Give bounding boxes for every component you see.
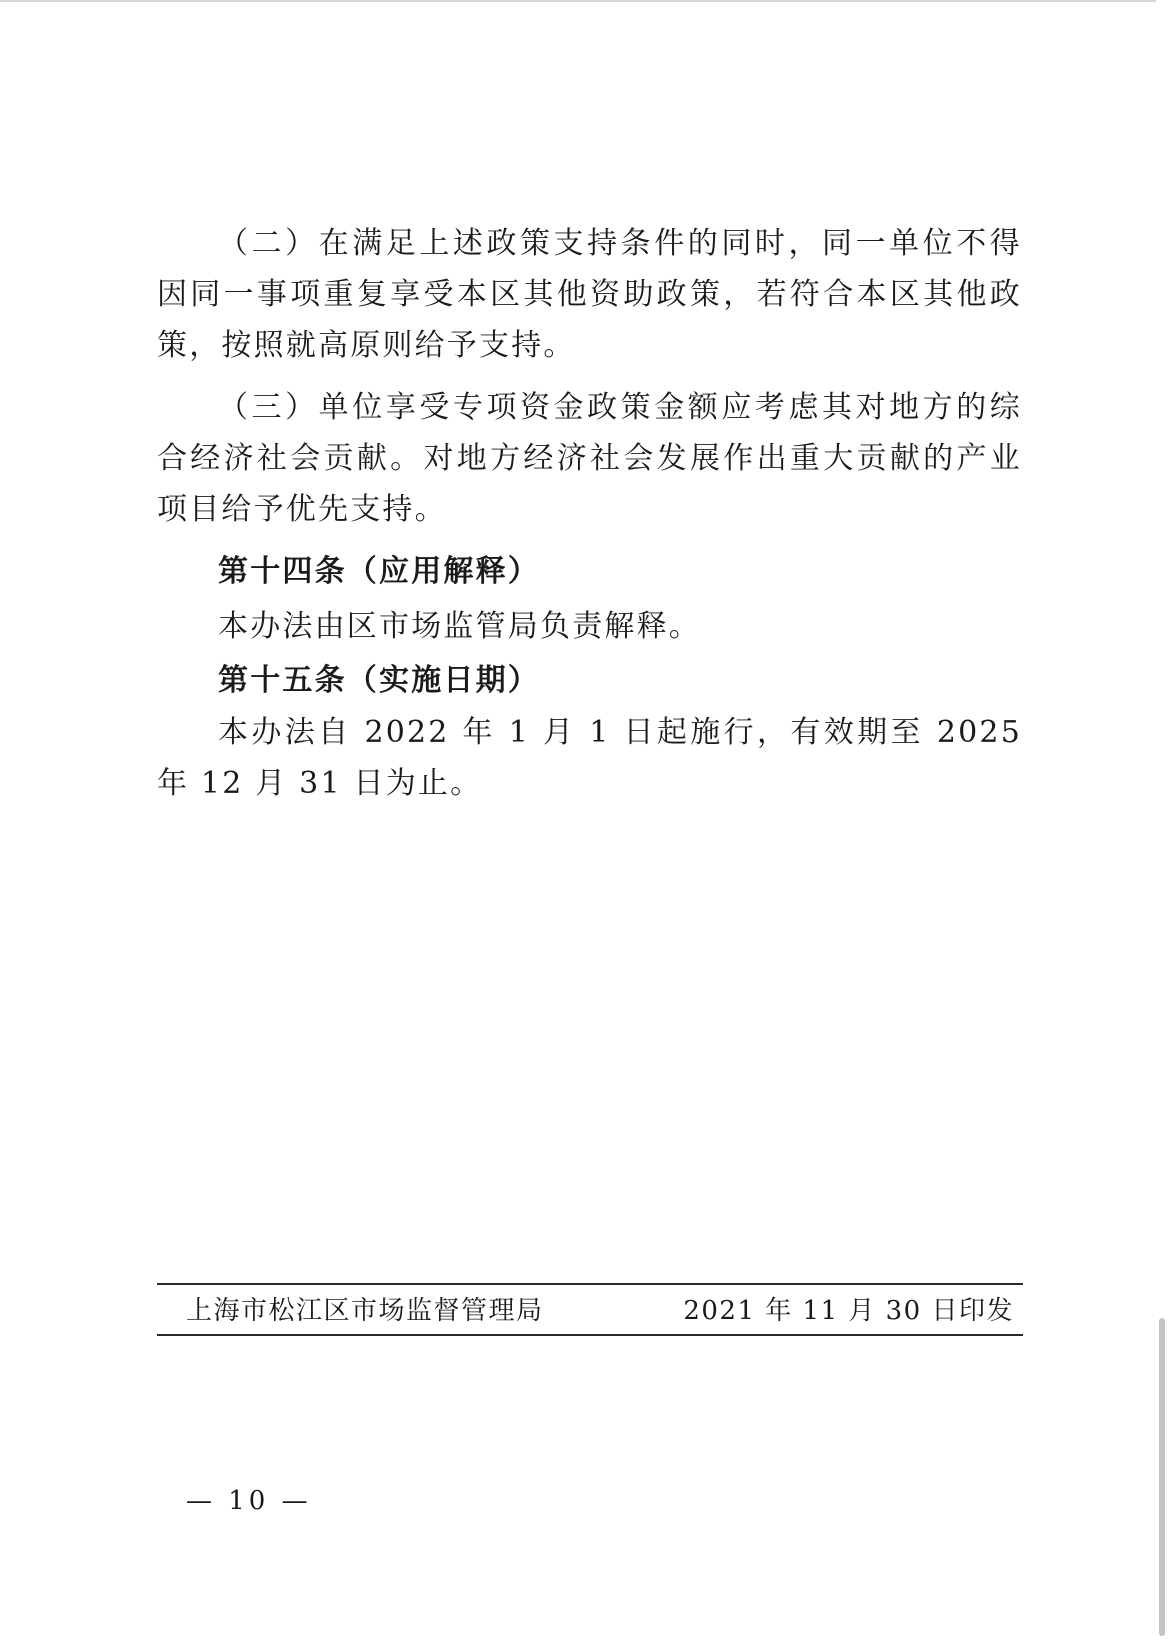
article-14-heading-block	[157, 546, 1022, 597]
footer-issuer: 上海市松江区市场监督管理局	[186, 1296, 544, 1326]
footer-issue-date: 2021 年 11 月 30 日印发	[683, 1296, 1014, 1326]
article-14-text: 本办法由区市场监管局负责解释。	[218, 609, 701, 644]
article-15-heading-block	[157, 655, 1022, 706]
scrollbar-thumb[interactable]	[1159, 1318, 1165, 1636]
paragraph-item-2-text: （二）在满足上述政策支持条件的同时，同一单位不得因同一事项重复享受本区其他资助政策，若符合本区其他政策，按照就高原则给予支持。	[157, 226, 1022, 363]
article-15-body	[157, 707, 1022, 809]
page-top-edge	[0, 0, 1170, 2]
footer-top-rule	[157, 1283, 1023, 1285]
article-15-text: 本办法自 2022 年 1 月 1 日起施行，有效期至 2025 年 12 月 31 日为止。	[157, 715, 1022, 801]
page-number: — 10 —	[186, 1486, 312, 1516]
article-14-heading: 第十四条（应用解释）	[218, 554, 540, 589]
article-15-heading: 第十五条（实施日期）	[218, 663, 540, 698]
paragraph-item-3	[157, 382, 1022, 535]
footer-bottom-rule	[157, 1334, 1023, 1336]
scrollbar-track[interactable]	[1156, 0, 1170, 1643]
article-14-body	[157, 601, 1022, 652]
paragraph-item-3-text: （三）单位享受专项资金政策金额应考虑其对地方的综合经济社会贡献。对地方经济社会发展作出重大贡献的产业项目给予优先支持。	[157, 390, 1022, 527]
paragraph-item-2	[157, 218, 1022, 371]
